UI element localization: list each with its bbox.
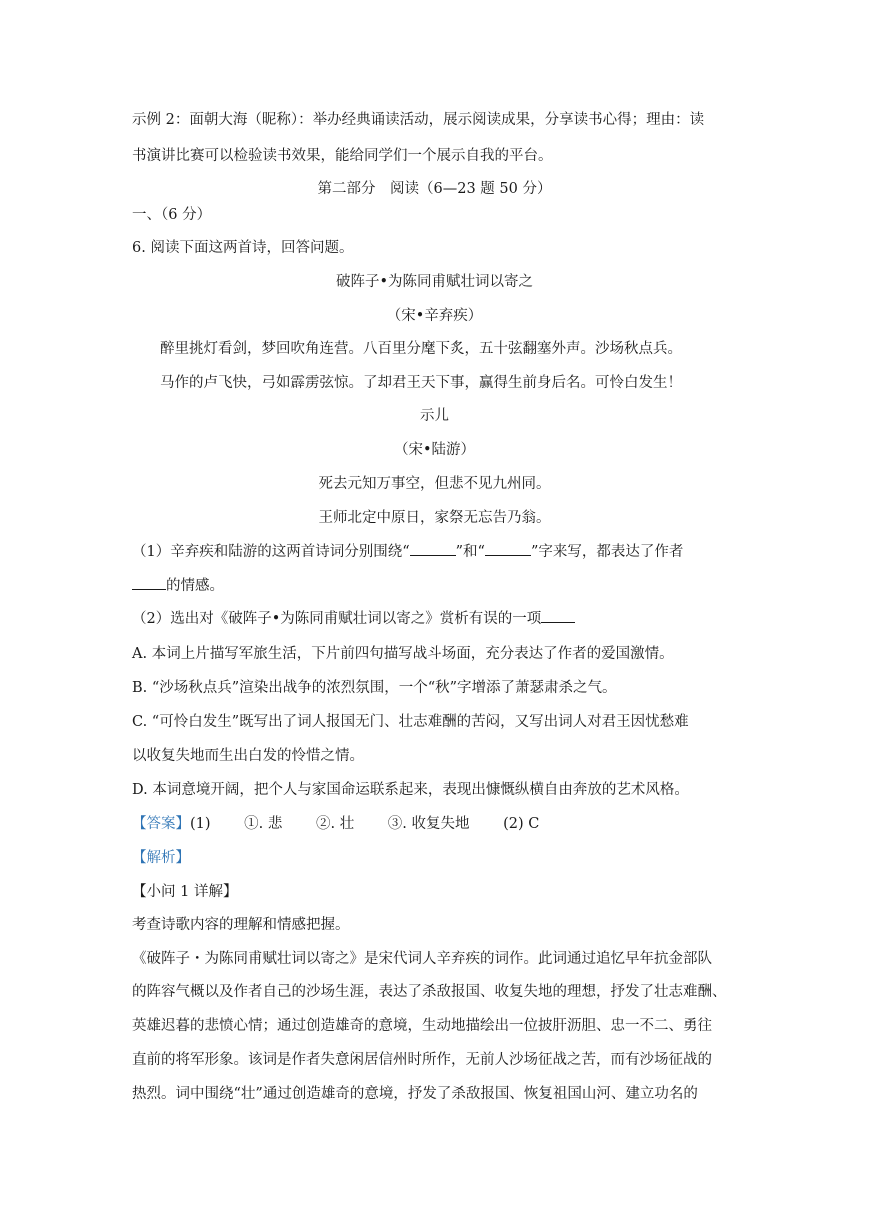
answer-blank-2 xyxy=(485,541,531,556)
option-c-line2: 以收复失地而生出白发的怜惜之情。 xyxy=(132,748,364,764)
analysis-paragraph-line5: 热烈。词中围绕“壮”通过创造雄奇的意境，抒发了杀敌报国、恢复祖国山河、建立功名的 xyxy=(132,1086,698,1102)
question-6: 6. 阅读下面这两首诗，回答问题。 xyxy=(132,240,354,256)
subquestion-1-cont xyxy=(132,575,224,596)
analysis-paragraph-line2: 的阵容气概以及作者自己的沙场生涯，表达了杀敌报国、收复失地的理想，抒发了壮志难酬、 xyxy=(132,984,727,1000)
answer-label: 【答案】 xyxy=(132,816,190,832)
subquestion-1 xyxy=(132,541,683,562)
poem1-line1: 醉里挑灯看剑，梦回吹角连营。八百里分麾下炙，五十弦翻塞外声。沙场秋点兵。 xyxy=(160,341,682,357)
section-heading: 一、（6 分） xyxy=(132,207,212,223)
poem1-line2: 马作的卢飞快，弓如霹雳弦惊。了却君王天下事，赢得生前身后名。可怜白发生！ xyxy=(160,375,682,391)
analysis-label: 【解析】 xyxy=(132,850,190,866)
example2-line2: 书演讲比赛可以检验读书效果，能给同学们一个展示自我的平台。 xyxy=(132,148,553,164)
option-b: B. “沙场秋点兵”渲染出战争的浓烈氛围，一个“秋”字增添了萧瑟肃杀之气。 xyxy=(132,680,617,696)
poem1-title: 破阵子•为陈同甫赋壮词以寄之 xyxy=(335,274,534,290)
option-a: A. 本词上片描写军旅生活，下片前四句描写战斗场面，充分表达了作者的爱国激情。 xyxy=(132,646,674,662)
analysis-paragraph-line3: 英雄迟暮的悲愤心情；通过创造雄奇的意境，生动地描绘出一位披肝沥胆、忠一不二、勇往 xyxy=(132,1018,712,1034)
answer-content: (1) ①. 悲 ②. 壮 ③. 收复失地 (2) C xyxy=(190,816,540,832)
option-c-line1: C. “可怜白发生”既写出了词人报国无门、壮志难酬的苦闷，又写出词人对君王因忧愁难 xyxy=(132,714,689,730)
answer-line xyxy=(132,814,539,834)
analysis-sub-label: 【小问 1 详解】 xyxy=(132,884,238,900)
poem2-line2: 王师北定中原日，家祭无忘告乃翁。 xyxy=(318,510,551,526)
q2-stem: （2）选出对《破阵子•为陈同甫赋壮词以寄之》赏析有误的一项 xyxy=(132,611,542,627)
poem2-line1: 死去元知万事空，但悲不见九州同。 xyxy=(318,476,551,492)
analysis-intro: 考查诗歌内容的理解和情感把握。 xyxy=(132,917,350,933)
poem2-author: （宋•陆游） xyxy=(393,442,476,458)
q1-text-a: （1）辛弃疾和陆游的这两首诗词分别围绕“ xyxy=(132,544,410,560)
poem2-title: 示儿 xyxy=(420,408,449,424)
analysis-paragraph-line1: 《破阵子・为陈同甫赋壮词以寄之》是宋代词人辛弃疾的词作。此词通过追忆早年抗金部队 xyxy=(132,951,712,967)
answer-blank-3 xyxy=(132,575,166,590)
answer-blank-1 xyxy=(410,541,456,556)
q1-text-d: 的情感。 xyxy=(166,578,224,594)
answer-blank-4 xyxy=(541,608,575,623)
example2-line1: 示例 2：面朝大海（昵称）：举办经典诵读活动，展示阅读成果，分享读书心得；理由：读 xyxy=(132,112,705,128)
q1-text-b: ”和“ xyxy=(455,544,485,560)
poem1-author: （宋•辛弃疾） xyxy=(386,308,483,324)
subquestion-2 xyxy=(132,608,575,629)
part2-title: 第二部分 阅读（6—23 题 50 分） xyxy=(317,181,552,197)
analysis-paragraph-line4: 直前的将军形象。该词是作者失意闲居信州时所作，无前人沙场征战之苦，而有沙场征战的 xyxy=(132,1052,712,1068)
option-d: D. 本词意境开阔，把个人与家国命运联系起来，表现出慷慨纵横自由奔放的艺术风格。 xyxy=(132,782,689,798)
q1-text-c: ”字来写，都表达了作者 xyxy=(530,544,684,560)
